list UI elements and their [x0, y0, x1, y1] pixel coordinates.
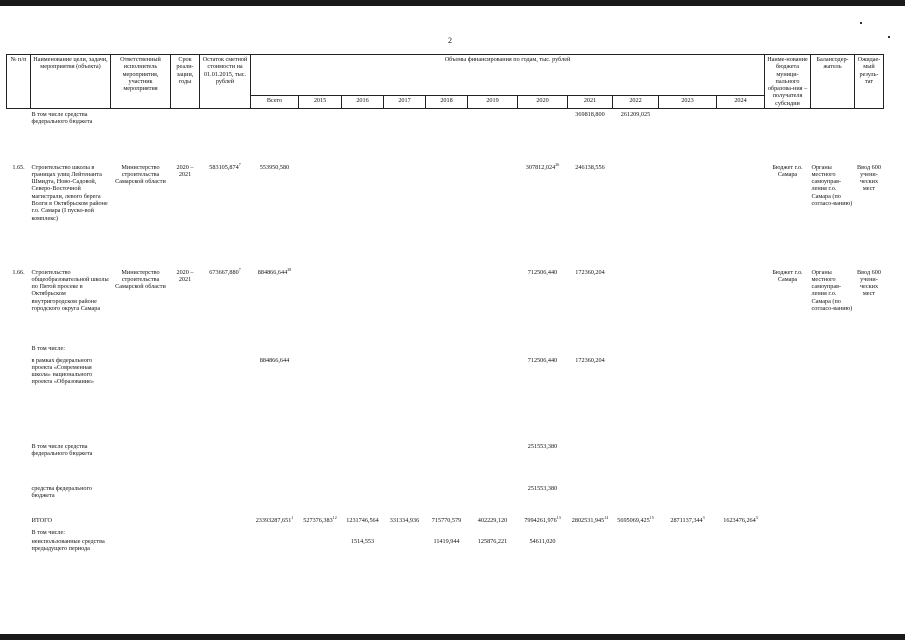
scan-speck	[888, 36, 890, 38]
funding-cell	[342, 515, 384, 529]
funding-cell	[342, 345, 384, 357]
row-term	[171, 441, 200, 483]
funding-value: 712506,440	[527, 268, 558, 276]
row-executor	[111, 538, 171, 578]
funding-cell	[384, 159, 426, 267]
funding-value: 331334,936	[389, 516, 420, 524]
funding-value: 307812,024	[525, 163, 556, 171]
funding-cell	[613, 159, 659, 267]
funding-value: 715770,579	[431, 516, 462, 524]
row-balance	[200, 483, 251, 515]
col-year: 2023	[659, 96, 717, 109]
row-balance	[200, 538, 251, 578]
funding-cell	[384, 109, 426, 159]
row-balance	[200, 441, 251, 483]
row-result	[855, 529, 884, 538]
col-year: 2024	[717, 96, 765, 109]
funding-cell	[342, 159, 384, 267]
funding-cell	[518, 357, 568, 441]
funding-table	[6, 54, 884, 578]
funding-value: 527376,383	[303, 516, 333, 524]
row-result	[855, 538, 884, 578]
funding-cell	[299, 345, 342, 357]
funding-value: 54611,020	[529, 537, 556, 545]
funding-value: 125876,221	[477, 537, 508, 545]
table-row	[7, 357, 884, 441]
funding-cell	[468, 441, 518, 483]
row-term: 2020 – 2021	[176, 163, 194, 178]
funding-cell	[568, 483, 613, 515]
table-row	[7, 529, 884, 538]
row-term	[171, 345, 200, 357]
funding-cell	[384, 538, 426, 578]
col-year: 2016	[342, 96, 384, 109]
row-result	[855, 441, 884, 483]
funding-cell	[384, 529, 426, 538]
funding-cell	[342, 357, 384, 441]
row-name: В том числе:	[31, 528, 65, 536]
col-year: 2020	[518, 96, 568, 109]
row-result: Ввод 600 учени-ческих мест	[857, 268, 881, 298]
col-holder: Балансодер-жатель	[811, 55, 855, 109]
row-executor: Министерство строительства Самарской области	[115, 163, 166, 186]
funding-value: 11419,944	[433, 537, 460, 545]
funding-cell	[613, 515, 659, 529]
funding-cell	[342, 267, 384, 345]
col-year: 2018	[426, 96, 468, 109]
table-row	[7, 159, 884, 267]
row-term	[171, 529, 200, 538]
row-result	[855, 357, 884, 441]
funding-cell	[568, 529, 613, 538]
footnote-mark: 3	[702, 514, 705, 520]
bottom-border	[0, 634, 905, 640]
funding-cell	[468, 109, 518, 159]
funding-value: 712506,440	[527, 356, 558, 364]
funding-value: 172360,204	[575, 356, 605, 364]
funding-cell	[613, 483, 659, 515]
row-executor	[111, 515, 171, 529]
funding-cell	[384, 515, 426, 529]
row-name: В том числе средства федерального бюджета	[31, 111, 93, 126]
funding-cell	[251, 441, 299, 483]
col-budget-name: Наиме-нование бюджета муници-пального образова-ния – получателя субсидии	[765, 55, 811, 109]
funding-value: 1514,553	[350, 537, 375, 545]
row-executor	[111, 345, 171, 357]
footnote-mark: 1	[291, 514, 294, 520]
row-holder	[811, 483, 855, 515]
funding-cell	[717, 441, 765, 483]
row-budget	[765, 109, 811, 159]
row-result: Ввод 600 учени-ческих мест	[857, 163, 881, 193]
row-budget: Бюджет г.о. Самара	[772, 163, 803, 178]
row-number	[7, 529, 31, 538]
funding-cell	[251, 529, 299, 538]
funding-cell	[426, 538, 468, 578]
footnote-mark: 12	[332, 514, 337, 520]
row-holder	[811, 357, 855, 441]
row-budget	[765, 529, 811, 538]
row-number	[7, 109, 31, 159]
page-number: 2	[448, 36, 452, 45]
funding-value: 1231746,564	[346, 516, 379, 524]
table-row	[7, 345, 884, 357]
row-budget	[765, 515, 811, 529]
row-term	[171, 109, 200, 159]
funding-cell	[613, 357, 659, 441]
col-year: 2022	[613, 96, 659, 109]
funding-cell	[299, 538, 342, 578]
funding-cell	[384, 483, 426, 515]
row-balance	[200, 159, 251, 267]
funding-cell	[659, 357, 717, 441]
funding-cell	[342, 109, 384, 159]
funding-cell	[613, 538, 659, 578]
funding-cell	[468, 515, 518, 529]
row-budget	[765, 483, 811, 515]
funding-cell	[468, 159, 518, 267]
funding-cell	[659, 159, 717, 267]
funding-cell	[613, 345, 659, 357]
funding-cell	[659, 441, 717, 483]
funding-cell	[299, 483, 342, 515]
row-number	[7, 357, 31, 441]
funding-cell	[299, 529, 342, 538]
funding-value: 884866,644	[257, 268, 288, 276]
funding-cell	[717, 538, 765, 578]
top-border	[0, 0, 905, 6]
funding-cell	[717, 267, 765, 345]
funding-cell	[568, 538, 613, 578]
row-budget	[765, 357, 811, 441]
footnote-mark: 14	[604, 514, 609, 520]
funding-cell	[299, 441, 342, 483]
funding-value: 261209,025	[620, 111, 651, 119]
row-number	[7, 483, 31, 515]
funding-value: 251553,380	[527, 442, 558, 450]
funding-cell	[251, 267, 299, 345]
funding-cell	[613, 267, 659, 345]
row-result	[855, 483, 884, 515]
row-result	[855, 345, 884, 357]
funding-cell	[426, 529, 468, 538]
row-term	[171, 357, 200, 441]
col-balance: Остаток сметной стоимости на 01.01.2015, тыс. рублей	[200, 55, 251, 109]
table-row	[7, 515, 884, 529]
funding-value: 251553,380	[527, 484, 558, 492]
funding-value: 172360,204	[575, 268, 605, 276]
row-name: средства федерального бюджета	[31, 484, 92, 499]
row-number	[7, 345, 31, 357]
row-name: Строительство школы в границах улиц Лейтенанта Шмидта, Ново-Садовой, Северо-Восточной магистрали, левого берега Волги в Октябрьском районе г.о. Самара (I пуско-вой комплекс)	[31, 163, 108, 222]
table-row	[7, 109, 884, 159]
funding-cell	[342, 441, 384, 483]
funding-value: 5695069,425	[617, 516, 650, 524]
funding-cell	[251, 515, 299, 529]
funding-cell	[717, 483, 765, 515]
row-holder	[811, 538, 855, 578]
footnote-mark: 13	[556, 514, 561, 520]
funding-cell	[717, 345, 765, 357]
row-term	[171, 483, 200, 515]
footnote-mark: 7	[238, 266, 241, 272]
row-budget	[765, 345, 811, 357]
funding-value: 246138,556	[575, 163, 605, 171]
funding-cell	[518, 483, 568, 515]
row-number: 1.65.	[12, 163, 25, 171]
row-executor	[111, 529, 171, 538]
funding-cell	[384, 357, 426, 441]
row-executor: Министерство строительства Самарской области	[115, 268, 166, 291]
funding-cell	[251, 483, 299, 515]
funding-cell	[342, 529, 384, 538]
row-budget	[765, 441, 811, 483]
funding-cell	[251, 159, 299, 267]
row-budget	[765, 538, 811, 578]
row-balance	[200, 345, 251, 357]
funding-cell	[568, 267, 613, 345]
col-executor: Ответственный исполнитель мероприятия, участник мероприятия	[111, 55, 171, 109]
funding-cell	[659, 515, 717, 529]
funding-cell	[426, 483, 468, 515]
row-balance	[200, 357, 251, 441]
row-holder	[811, 109, 855, 159]
funding-cell	[251, 357, 299, 441]
funding-value: 23393287,651	[255, 516, 292, 524]
row-name: неиспользованные средства предыдущего периода	[31, 537, 105, 552]
funding-value: 1623476,264	[723, 516, 756, 524]
row-balance	[200, 267, 251, 345]
funding-cell	[568, 345, 613, 357]
balance-value: 583105,874	[209, 163, 239, 171]
row-name: в рамках федерального проекта «Современная школа» национального проекта «Образование»	[31, 356, 94, 386]
funding-cell	[384, 441, 426, 483]
col-funding: Объемы финансирования по годам, тыс. рублей	[251, 55, 765, 96]
footnote-mark: 3	[755, 514, 758, 520]
row-number	[7, 441, 31, 483]
col-expected: Ожидае-мый резуль-тат	[855, 55, 884, 109]
funding-value: 553950,580	[259, 163, 290, 171]
funding-cell	[468, 267, 518, 345]
row-number	[7, 515, 31, 529]
col-name: Наименование цели, задачи, мероприятия (объекта)	[31, 55, 111, 109]
funding-cell	[717, 109, 765, 159]
funding-cell	[659, 109, 717, 159]
funding-cell	[717, 159, 765, 267]
table-row	[7, 267, 884, 345]
funding-value: 884866,644	[259, 356, 290, 364]
row-executor	[111, 483, 171, 515]
funding-cell	[251, 109, 299, 159]
funding-cell	[468, 529, 518, 538]
row-name: Строительство общеобразовательной школы по Пятой просеке в Октябрьском внутригородском районе городского округа Самара	[31, 268, 109, 313]
row-balance	[200, 529, 251, 538]
funding-cell	[613, 109, 659, 159]
funding-cell	[426, 515, 468, 529]
row-balance	[200, 109, 251, 159]
funding-cell	[518, 441, 568, 483]
funding-cell	[518, 267, 568, 345]
funding-cell	[568, 515, 613, 529]
funding-cell	[717, 357, 765, 441]
footnote-mark: 26	[555, 161, 560, 167]
table-body	[7, 109, 884, 578]
funding-cell	[299, 159, 342, 267]
funding-cell	[717, 515, 765, 529]
funding-cell	[518, 515, 568, 529]
funding-cell	[518, 538, 568, 578]
col-year: 2021	[568, 96, 613, 109]
row-term: 2020 – 2021	[176, 268, 194, 283]
funding-cell	[659, 529, 717, 538]
row-holder	[811, 529, 855, 538]
funding-cell	[468, 357, 518, 441]
funding-cell	[659, 538, 717, 578]
table-header	[7, 55, 884, 109]
funding-cell	[384, 345, 426, 357]
funding-value: 2802531,945	[571, 516, 605, 524]
row-number	[7, 538, 31, 578]
col-no: № п/п	[7, 55, 31, 109]
funding-cell	[299, 515, 342, 529]
col-term: Срок реали-зации, годы	[171, 55, 200, 109]
row-holder: Органы местного самоуправ-ления г.о. Самара (по согласо-ванию)	[811, 163, 853, 208]
row-holder	[811, 345, 855, 357]
funding-cell	[518, 345, 568, 357]
funding-cell	[299, 267, 342, 345]
table-row	[7, 483, 884, 515]
row-name: В том числе средства федерального бюджета	[31, 442, 93, 457]
funding-cell	[299, 109, 342, 159]
funding-cell	[426, 159, 468, 267]
scan-speck	[860, 22, 862, 24]
row-term	[171, 538, 200, 578]
balance-value: 673667,880	[209, 268, 239, 276]
row-term	[171, 515, 200, 529]
row-result	[855, 109, 884, 159]
row-executor	[111, 109, 171, 159]
funding-cell	[426, 109, 468, 159]
footnote-mark: 7	[238, 161, 241, 167]
funding-cell	[468, 345, 518, 357]
row-budget: Бюджет г.о. Самара	[772, 268, 803, 283]
funding-cell	[299, 357, 342, 441]
funding-cell	[426, 345, 468, 357]
funding-cell	[426, 357, 468, 441]
row-executor	[111, 357, 171, 441]
funding-cell	[342, 538, 384, 578]
col-year: Всего	[251, 96, 299, 109]
row-holder	[811, 515, 855, 529]
funding-cell	[659, 345, 717, 357]
funding-value: 369818,800	[575, 111, 605, 119]
footnote-mark: 28	[287, 266, 292, 272]
funding-cell	[468, 538, 518, 578]
funding-cell	[384, 267, 426, 345]
col-year: 2015	[299, 96, 342, 109]
funding-cell	[251, 345, 299, 357]
col-year: 2017	[384, 96, 426, 109]
row-number: 1.66.	[12, 268, 25, 276]
funding-cell	[613, 529, 659, 538]
funding-cell	[568, 109, 613, 159]
row-holder: Органы местного самоуправ-ления г.о. Самара (по согласо-ванию)	[811, 268, 853, 313]
funding-cell	[251, 538, 299, 578]
funding-cell	[659, 267, 717, 345]
funding-value: 7994261,976	[524, 516, 557, 524]
funding-value: 2871137,344	[670, 516, 703, 524]
funding-cell	[518, 159, 568, 267]
funding-cell	[468, 483, 518, 515]
funding-cell	[426, 267, 468, 345]
funding-cell	[518, 109, 568, 159]
funding-cell	[717, 529, 765, 538]
col-year: 2019	[468, 96, 518, 109]
funding-cell	[568, 441, 613, 483]
funding-cell	[568, 159, 613, 267]
row-holder	[811, 441, 855, 483]
row-name: ИТОГО	[31, 516, 53, 524]
funding-cell	[426, 441, 468, 483]
funding-cell	[659, 483, 717, 515]
funding-cell	[518, 529, 568, 538]
funding-cell	[342, 483, 384, 515]
row-name: В том числе:	[31, 344, 65, 352]
funding-cell	[613, 441, 659, 483]
table-row	[7, 538, 884, 578]
funding-value: 402229,120	[477, 516, 508, 524]
footnote-mark: 15	[649, 514, 654, 520]
funding-cell	[568, 357, 613, 441]
row-executor	[111, 441, 171, 483]
row-result	[855, 515, 884, 529]
row-balance	[200, 515, 251, 529]
table-row	[7, 441, 884, 483]
